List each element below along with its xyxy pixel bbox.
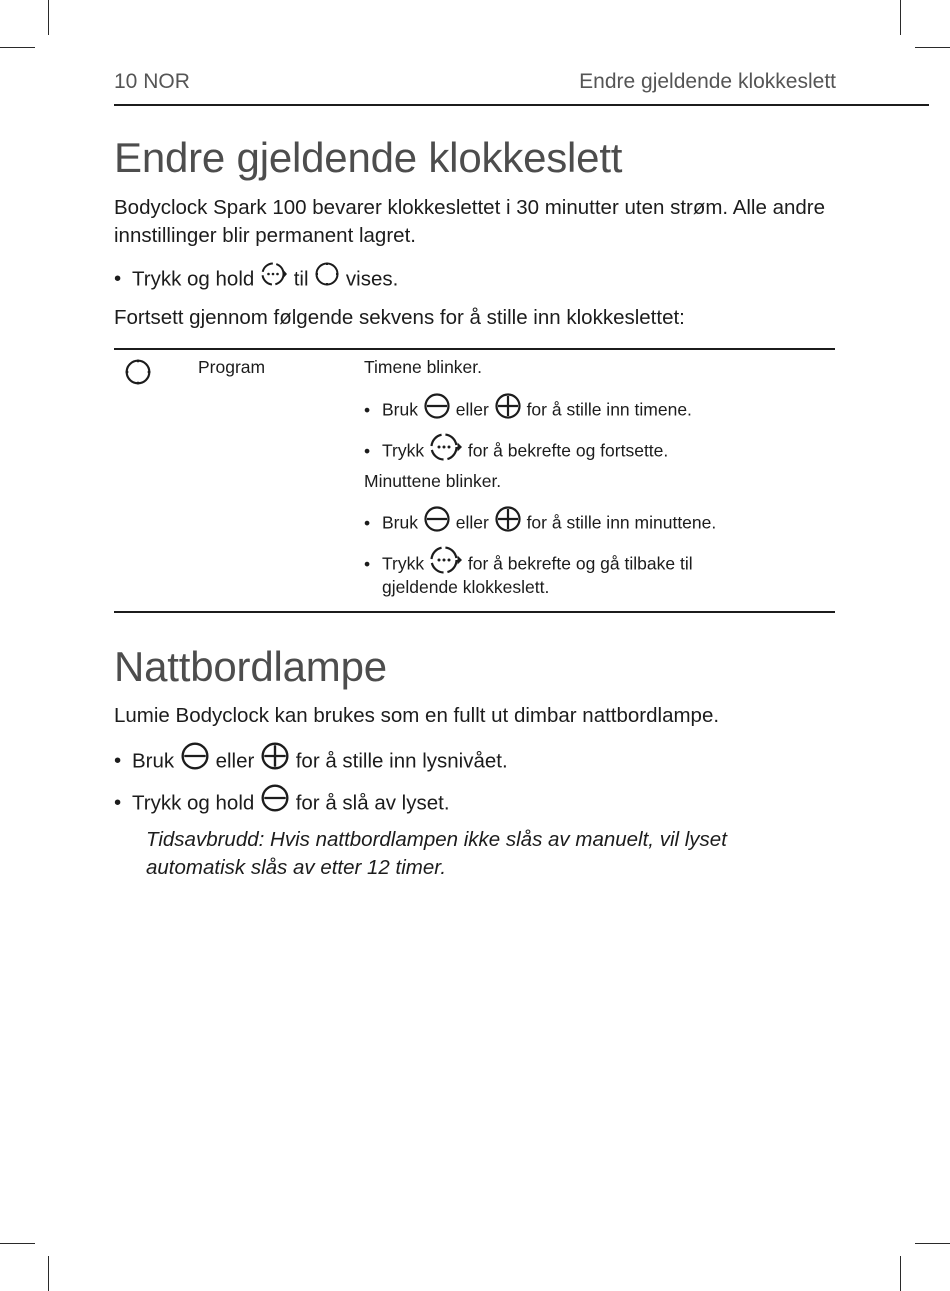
- plus-icon: [494, 505, 522, 539]
- bullet-dot: •: [114, 267, 122, 291]
- section-title-lamp: Nattbordlampe: [114, 643, 387, 690]
- step-text-middle: eller: [455, 512, 489, 533]
- minutes-adjust-step: [364, 507, 716, 541]
- step-text-after: for å stille inn minuttene.: [526, 512, 717, 533]
- step-text-after: for å bekrefte og fortsette.: [467, 440, 669, 461]
- minus-icon: [423, 392, 451, 426]
- bullet-dot: •: [364, 553, 371, 574]
- minus-icon: [180, 741, 210, 779]
- minutes-confirm-continued: gjeldende klokkeslett.: [382, 577, 550, 597]
- program-icon: [124, 358, 152, 392]
- bullet-dot: •: [364, 512, 371, 533]
- step-text-before: Bruk: [382, 512, 418, 533]
- crop-mark: [915, 47, 950, 48]
- timeout-note: Tidsavbrudd: Hvis nattbordlampen ikke slås av manuelt, vil lyset automatisk slås av etter 12 timer.: [146, 828, 727, 879]
- bullet-dot: •: [114, 749, 122, 773]
- page-number: 10 NOR: [114, 70, 190, 93]
- bullet-text-after: for å stille inn lysnivået.: [295, 749, 508, 773]
- bullet-turn-off-light: [114, 785, 450, 823]
- bullet-hold-menu: [114, 262, 398, 298]
- bullet-dot: •: [364, 440, 371, 461]
- crop-mark: [48, 1256, 49, 1291]
- bullet-text-before: Bruk: [132, 749, 175, 773]
- menu-button-icon: [260, 260, 288, 296]
- program-icon: [314, 261, 340, 295]
- table-mode-icon-cell: [124, 358, 152, 392]
- minutes-blink-text: Minuttene blinker.: [364, 471, 502, 491]
- clock-intro: Bodyclock Spark 100 bevarer klokkeslettet i 30 minutter uten strøm. Alle andre innstillinger blir permanent lagret.: [114, 196, 826, 247]
- step-text-middle: eller: [455, 399, 489, 420]
- table-bottom-rule: [114, 611, 835, 613]
- bullet-text-after: for å slå av lyset.: [295, 791, 450, 815]
- bullet-dot: •: [364, 399, 371, 420]
- running-title: Endre gjeldende klokkeslett: [579, 70, 836, 93]
- crop-mark: [915, 1243, 950, 1244]
- bullet-text-middle: eller: [215, 749, 255, 773]
- step-text-before: Trykk: [382, 440, 425, 461]
- crop-mark: [48, 0, 49, 35]
- hours-confirm-step: [364, 433, 668, 471]
- crop-mark: [0, 47, 35, 48]
- step-text-before: Trykk: [382, 553, 425, 574]
- minus-icon: [423, 505, 451, 539]
- step-text-before: Bruk: [382, 399, 418, 420]
- header-divider: [114, 104, 929, 106]
- bullet-text-before: Trykk og hold: [132, 267, 255, 291]
- plus-icon: [260, 741, 290, 779]
- crop-mark: [900, 0, 901, 35]
- crop-mark: [900, 1256, 901, 1291]
- section-title-clock: Endre gjeldende klokkeslett: [114, 134, 623, 181]
- minus-icon: [260, 783, 290, 821]
- plus-icon: [494, 392, 522, 426]
- table-top-rule: [114, 348, 835, 350]
- step-text-after: for å stille inn timene.: [526, 399, 692, 420]
- bullet-adjust-light: [114, 743, 508, 781]
- table-mode-name: Program: [198, 357, 266, 377]
- lamp-intro: Lumie Bodyclock kan brukes som en fullt ut dimbar nattbordlampe.: [114, 704, 720, 727]
- bullet-dot: •: [114, 791, 122, 815]
- bullet-text-after: vises.: [345, 267, 399, 291]
- page-header: [114, 68, 836, 98]
- sequence-intro: Fortsett gjennom følgende sekvens for å stille inn klokkeslettet:: [114, 306, 685, 329]
- hours-adjust-step: [364, 394, 692, 428]
- bullet-text-middle: til: [293, 267, 309, 291]
- step-text-after: for å bekrefte og gå tilbake til: [467, 553, 693, 574]
- hours-blink-text: Timene blinker.: [364, 357, 483, 377]
- crop-mark: [0, 1243, 35, 1244]
- bullet-text-before: Trykk og hold: [132, 791, 255, 815]
- menu-button-icon: [429, 431, 463, 469]
